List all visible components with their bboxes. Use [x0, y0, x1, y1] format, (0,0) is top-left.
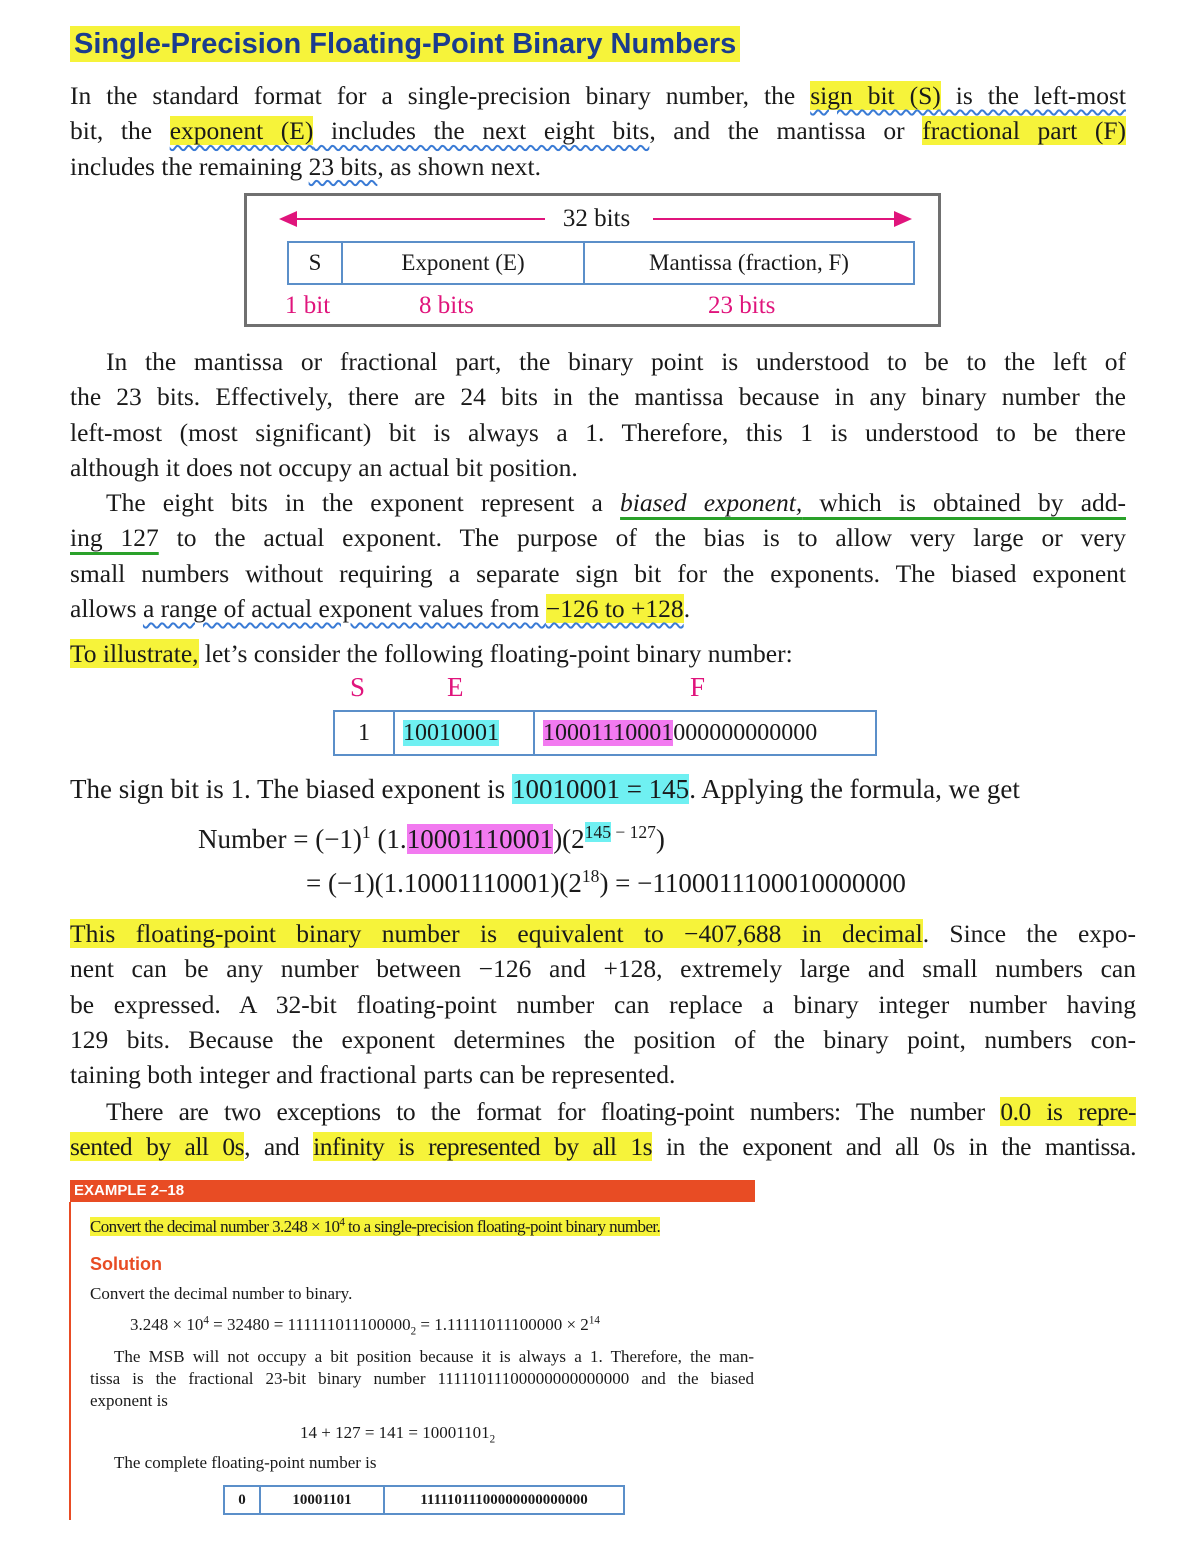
- solution-equation-1: $3.248 \times 10^4 = 32480 = 111111011100000_2 = 1.11111011100000 \times 2^{14}$: [130, 1314, 600, 1338]
- final-bit-row: [223, 1485, 625, 1515]
- para3-line-1: The eight bits in the exponent represent a biased exponent, which is obtained by add-: [106, 488, 1126, 517]
- sign-bit-sentence: The sign bit is 1. The biased exponent is 10010001 = 145. Applying the formula, we get: [70, 774, 1020, 804]
- solution-equation-2: $14 + 127 = 141 = 10001101_2$: [300, 1423, 496, 1446]
- format-cell-sign: S: [289, 243, 343, 283]
- mantissa-paragraph: [70, 344, 1126, 485]
- arrow-line-right: [653, 218, 903, 220]
- sign-bits-label: 1 bit: [285, 292, 331, 319]
- format-cell-exponent: Exponent (E): [343, 243, 585, 283]
- para2-line-3: left-most (most significant) bit is always a 1. Therefore, this 1 is understood to be there: [70, 417, 1126, 447]
- arrow-right-icon: [894, 211, 912, 227]
- para3-line-4: allows a range of actual exponent values from −126 to +128.: [70, 593, 691, 623]
- label-e: E: [447, 672, 464, 702]
- para4-line-3: be expressed. A 32-bit floating-point number can replace a binary integer number having: [70, 989, 1136, 1019]
- format-table: [287, 241, 915, 285]
- label-s: S: [350, 672, 366, 702]
- example-bit-row: [333, 710, 877, 756]
- final-cell-sign: 0: [225, 1487, 261, 1513]
- label-f: F: [690, 672, 706, 702]
- solution-step-3: The complete floating-point number is: [114, 1453, 377, 1472]
- bit-cell-mantissa: 10001110001000000000000: [543, 720, 818, 746]
- para4-line-4: 129 bits. Because the exponent determines the position of the binary point, numbers con-: [70, 1024, 1136, 1054]
- format-cell-mantissa: Mantissa (fraction, F): [649, 250, 849, 275]
- intro-line-3: includes the remaining 23 bits, as shown next.: [70, 151, 541, 181]
- para2-line-4: although it does not occupy an actual bit position.: [70, 452, 578, 482]
- illustrate-line: To illustrate, let’s consider the following floating-point binary number:: [70, 639, 793, 668]
- bias-paragraph: [70, 485, 1126, 626]
- exceptions-paragraph: [70, 1094, 1136, 1165]
- solution-step-1: Convert the decimal number to binary.: [90, 1284, 353, 1303]
- final-cell-exponent: 10001101: [261, 1487, 385, 1513]
- para5-line-2: sented by all 0s, and infinity is represented by all 1s in the exponent and all 0s in the mantissa.: [70, 1132, 1137, 1162]
- format-diagram: [244, 193, 941, 327]
- example-left-rule: [69, 1202, 71, 1520]
- para5-line-1: There are two exceptions to the format for floating-point numbers: The number 0.0 is repre-: [106, 1097, 1136, 1126]
- para2-line-2: the 23 bits. Effectively, there are 24 bits in the mantissa because in any binary number the: [70, 382, 1126, 412]
- para4-line-1: This floating-point binary number is equivalent to −407,688 in decimal. Since the expo-: [70, 919, 1137, 948]
- formula-line-2: = $(-1)(1.10001110001)(2^{18}) = -1100011100010000000$: [306, 866, 906, 898]
- equivalent-paragraph: [70, 916, 1136, 1092]
- bit-cell-exponent: 10010001: [395, 712, 535, 754]
- mantissa-bits-label: 23 bits: [708, 292, 776, 319]
- para3-line-2: ing 127 to the actual exponent. The purpose of the bias is to allow very large or very: [70, 523, 1126, 553]
- para2-line-1: In the mantissa or fractional part, the binary point is understood to be to the left of: [106, 347, 1126, 376]
- para4-line-2: nent can be any number between −126 and +128, extremely large and small numbers can: [70, 954, 1136, 984]
- example-header-bar: EXAMPLE 2–18: [70, 1180, 755, 1202]
- intro-paragraph: [70, 78, 1126, 184]
- intro-line-1: In the standard format for a single-precision binary number, the sign bit (S) is the left-most: [70, 81, 1126, 110]
- intro-line-2: bit, the exponent (E) includes the next eight bits, and the mantissa or fractional part (F): [70, 116, 1126, 146]
- solution-step-2: The MSB will not occupy a bit position because it is always a 1. Therefore, the man- tissa is the fractional 23-bit binary number 11111011100000000000000 and the biased exponent is: [90, 1347, 754, 1410]
- para4-line-5: taining both integer and fractional parts can be represented.: [70, 1060, 676, 1090]
- example-question: Convert the decimal number $3.248 \times 10^4$ to a single-precision floating-point binary number.: [90, 1216, 661, 1236]
- total-bits-label: 32 bits: [562, 205, 631, 232]
- bit-cell-sign: 1: [335, 712, 395, 754]
- para3-line-3: small numbers without requiring a separate sign bit for the exponents. The biased exponent: [70, 558, 1126, 588]
- exponent-bits-label: 8 bits: [419, 292, 474, 319]
- formula-line-1: Number = $(-1)^1$ $(1.10001110001)(2^{145 - 127})$: [198, 822, 665, 854]
- final-cell-mantissa: 11111011100000000000000: [420, 1492, 588, 1508]
- solution-heading: Solution: [90, 1254, 162, 1274]
- page-title: Single-Precision Floating-Point Binary Numbers: [70, 26, 740, 62]
